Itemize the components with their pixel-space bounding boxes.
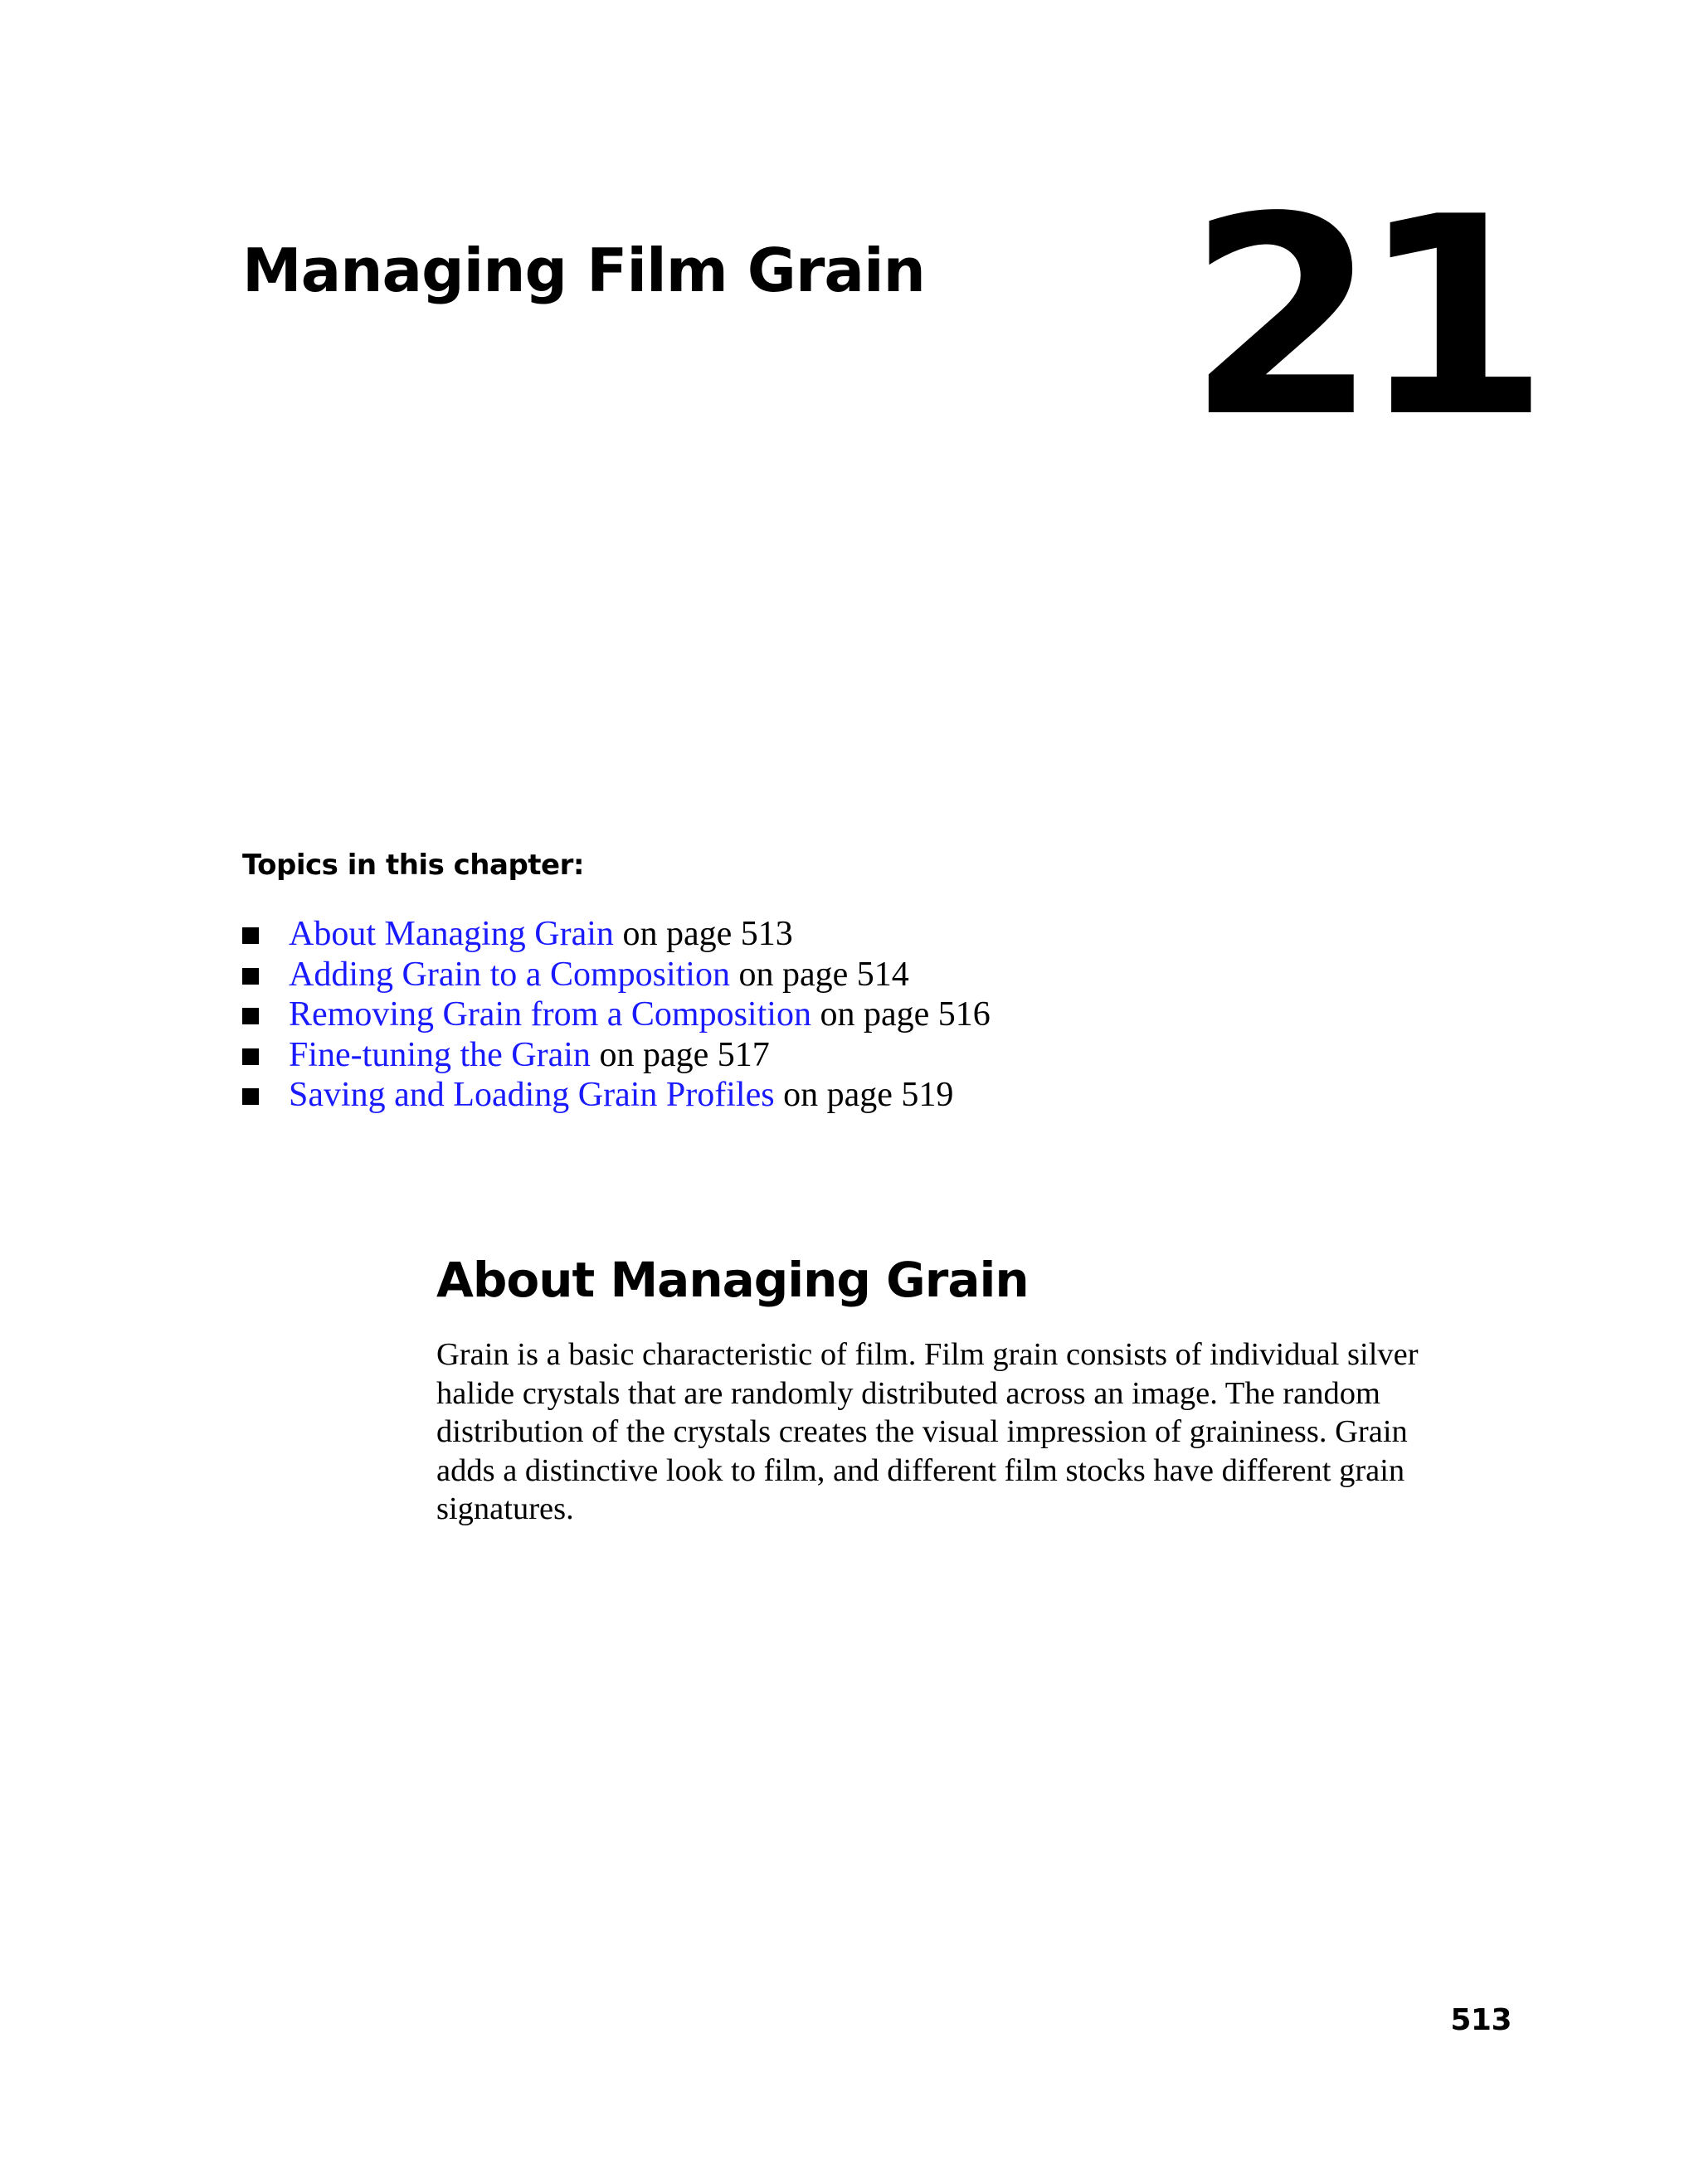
topic-page-ref: on page 516 xyxy=(811,995,991,1034)
topic-link-adding-grain[interactable]: Adding Grain to a Composition xyxy=(289,955,730,994)
paragraph-line: halide crystals that are randomly distributed across an image. The random xyxy=(436,1375,1380,1411)
paragraph-line: Grain is a basic characteristic of film. Film grain consists of individual silver xyxy=(436,1337,1419,1372)
square-bullet-icon xyxy=(242,1048,259,1065)
square-bullet-icon xyxy=(242,968,259,985)
topic-page-ref: on page 514 xyxy=(729,955,909,994)
paragraph-line: adds a distinctive look to film, and different film stocks have different grain xyxy=(436,1452,1405,1488)
chapter-title: Managing Film Grain xyxy=(242,236,925,305)
topic-link-saving-loading-profiles[interactable]: Saving and Loading Grain Profiles xyxy=(289,1076,775,1114)
square-bullet-icon xyxy=(242,927,259,944)
page-number: 513 xyxy=(1450,2003,1512,2037)
square-bullet-icon xyxy=(242,1008,259,1024)
topic-page-ref: on page 519 xyxy=(774,1076,954,1114)
section-heading: About Managing Grain xyxy=(436,1252,1029,1308)
list-item xyxy=(242,914,991,955)
topic-link-removing-grain[interactable]: Removing Grain from a Composition xyxy=(289,995,811,1034)
list-item xyxy=(242,1075,991,1116)
topics-list xyxy=(242,914,991,1116)
section-paragraph xyxy=(436,1335,1515,1529)
topic-page-ref: on page 513 xyxy=(613,915,793,953)
list-item xyxy=(242,995,991,1035)
topics-heading: Topics in this chapter: xyxy=(242,849,584,882)
list-item xyxy=(242,1035,991,1076)
topic-link-about-managing-grain[interactable]: About Managing Grain xyxy=(289,915,614,953)
list-item xyxy=(242,955,991,995)
topic-page-ref: on page 517 xyxy=(590,1035,770,1074)
chapter-number: 21 xyxy=(1186,158,1531,477)
paragraph-line: signatures. xyxy=(436,1491,574,1526)
paragraph-line: distribution of the crystals creates the visual impression of graininess. Grain xyxy=(436,1414,1408,1449)
square-bullet-icon xyxy=(242,1088,259,1105)
topic-link-fine-tuning-grain[interactable]: Fine-tuning the Grain xyxy=(289,1035,591,1074)
